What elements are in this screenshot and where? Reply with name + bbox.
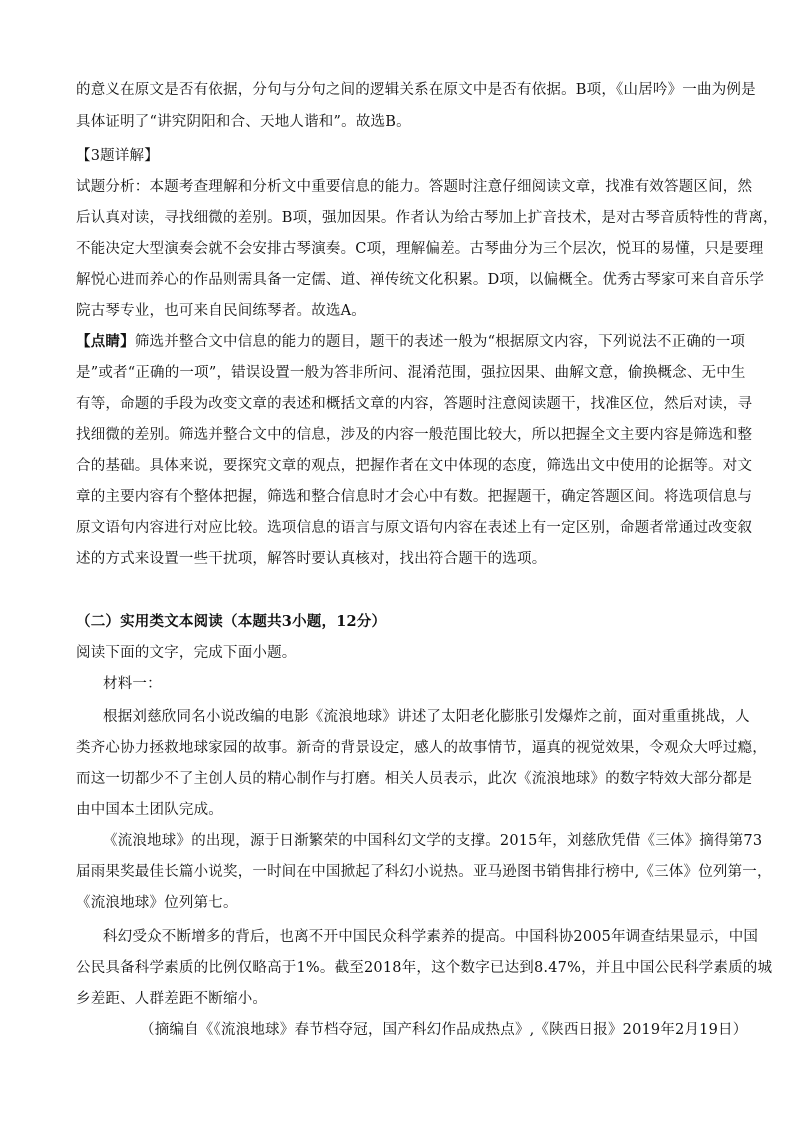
dianjing-line: 章的主要内容有个整体把握，筛选和整合信息时才会心中有数。把握题干，确定答题区间。将选项信息与 <box>76 489 753 505</box>
analysis-line: 不能决定大型演奏会就不会安排古琴演奏。C项，理解偏差。古琴曲分为三个层次，悦耳的易懂，只是要理 <box>76 241 764 257</box>
q3-detail-heading: 【3题详解】 <box>76 148 159 164</box>
dianjing-line: 原文语句内容进行对应比较。选项信息的语言与原文语句内容在表述上有一定区别，命题者常通过改变叙 <box>76 520 753 536</box>
material-line: 《流浪地球》的出现，源于日渐繁荣的中国科幻文学的支撑。2015年，刘慈欣凭借《三体》摘得第73 <box>103 833 763 849</box>
analysis-line: 后认真对读，寻找细微的差别。B项，强加因果。作者认为给古琴加上扩音技术，是对古琴音质特性的背离， <box>76 210 778 226</box>
analysis-line: 试题分析：本题考查理解和分析文中重要信息的能力。答题时注意仔细阅读文章，找准有效答题区间，然 <box>76 179 753 195</box>
material-line: 根据刘慈欣同名小说改编的电影《流浪地球》讲述了太阳老化膨胀引发爆炸之前，面对重重挑战，人 <box>103 709 750 725</box>
reading-instruction: 阅读下面的文字，完成下面小题。 <box>76 645 297 661</box>
dianjing-line: 是”或者“正确的一项”，错误设置一般为答非所问、混淆范围，强拉因果、曲解文意，偷换概念、无中生 <box>76 365 746 381</box>
material-line: 由中国本土团队完成。 <box>76 802 223 818</box>
dianjing-line: 合的基础。具体来说，要探究文章的观点，把握作者在文中体现的态度，筛选出文中使用的论据等。对文 <box>76 458 753 474</box>
dianjing-line: 有等，命题的手段为改变文章的表述和概括文章的内容，答题时注意阅读题干，找准区位，然后对读，寻 <box>76 396 753 412</box>
source-citation: （摘编自《《流浪地球》春节档夺冠，国产科幻作品成热点》,《陕西日报》2019年2月19日） <box>140 1022 748 1038</box>
material-line: 公民具备科学素质的比例仅略高于1%。截至2018年，这个数字已达到8.47%，并且中国公民科学素质的城 <box>76 960 773 976</box>
dianjing-label: 【点睛】 <box>76 333 135 350</box>
dianjing-line: 述的方式来设置一些干扰项，解答时要认真核对，找出符合题干的选项。 <box>76 551 547 567</box>
answer-text-line: 的意义在原文是否有依据，分句与分句之间的逻辑关系在原文中是否有依据。B项，《山居吟》一曲为例是 <box>76 82 756 98</box>
material-line: 乡差距、人群差距不断缩小。 <box>76 991 268 1007</box>
material-line: 《流浪地球》位列第七。 <box>76 895 238 911</box>
material-line: 类齐心协力拯救地球家园的故事。新奇的背景设定，感人的故事情节，逼真的视觉效果，令观众大呼过瘾， <box>76 740 767 756</box>
dianjing-line <box>76 332 746 352</box>
dianjing-line: 找细微的差别。筛选并整合文中的信息，涉及的内容一般范围比较大，所以把握全文主要内容是筛选和整 <box>76 427 753 443</box>
material-line: 科幻受众不断增多的背后，也离不开中国民众科学素养的提高。中国科协2005年调查结果显示，中国 <box>103 929 759 945</box>
material-label: 材料一： <box>103 676 162 692</box>
dianjing-text: 筛选并整合文中信息的能力的题目，题干的表述一般为“根据原文内容，下列说法不正确的一项 <box>134 334 746 350</box>
material-line: 届雨果奖最佳长篇小说奖，一时间在中国掀起了科幻小说热。亚马逊图书销售排行榜中,《三体》位列第一， <box>76 864 772 880</box>
section-title: （二）实用类文本阅读（本题共3小题，12分） <box>76 613 387 630</box>
analysis-line: 院古琴专业，也可来自民间练琴者。故选A。 <box>76 303 366 319</box>
material-line: 而这一切都少不了主创人员的精心制作与打磨。相关人员表示，此次《流浪地球》的数字特效大部分都是 <box>76 771 753 787</box>
analysis-line: 解悦心进而养心的作品则需具备一定儒、道、禅传统文化积累。D项，以偏概全。优秀古琴家可来自音乐学 <box>76 272 765 288</box>
answer-text-line: 具体证明了“讲究阴阳和合、天地人谐和”。故选B。 <box>76 114 411 130</box>
